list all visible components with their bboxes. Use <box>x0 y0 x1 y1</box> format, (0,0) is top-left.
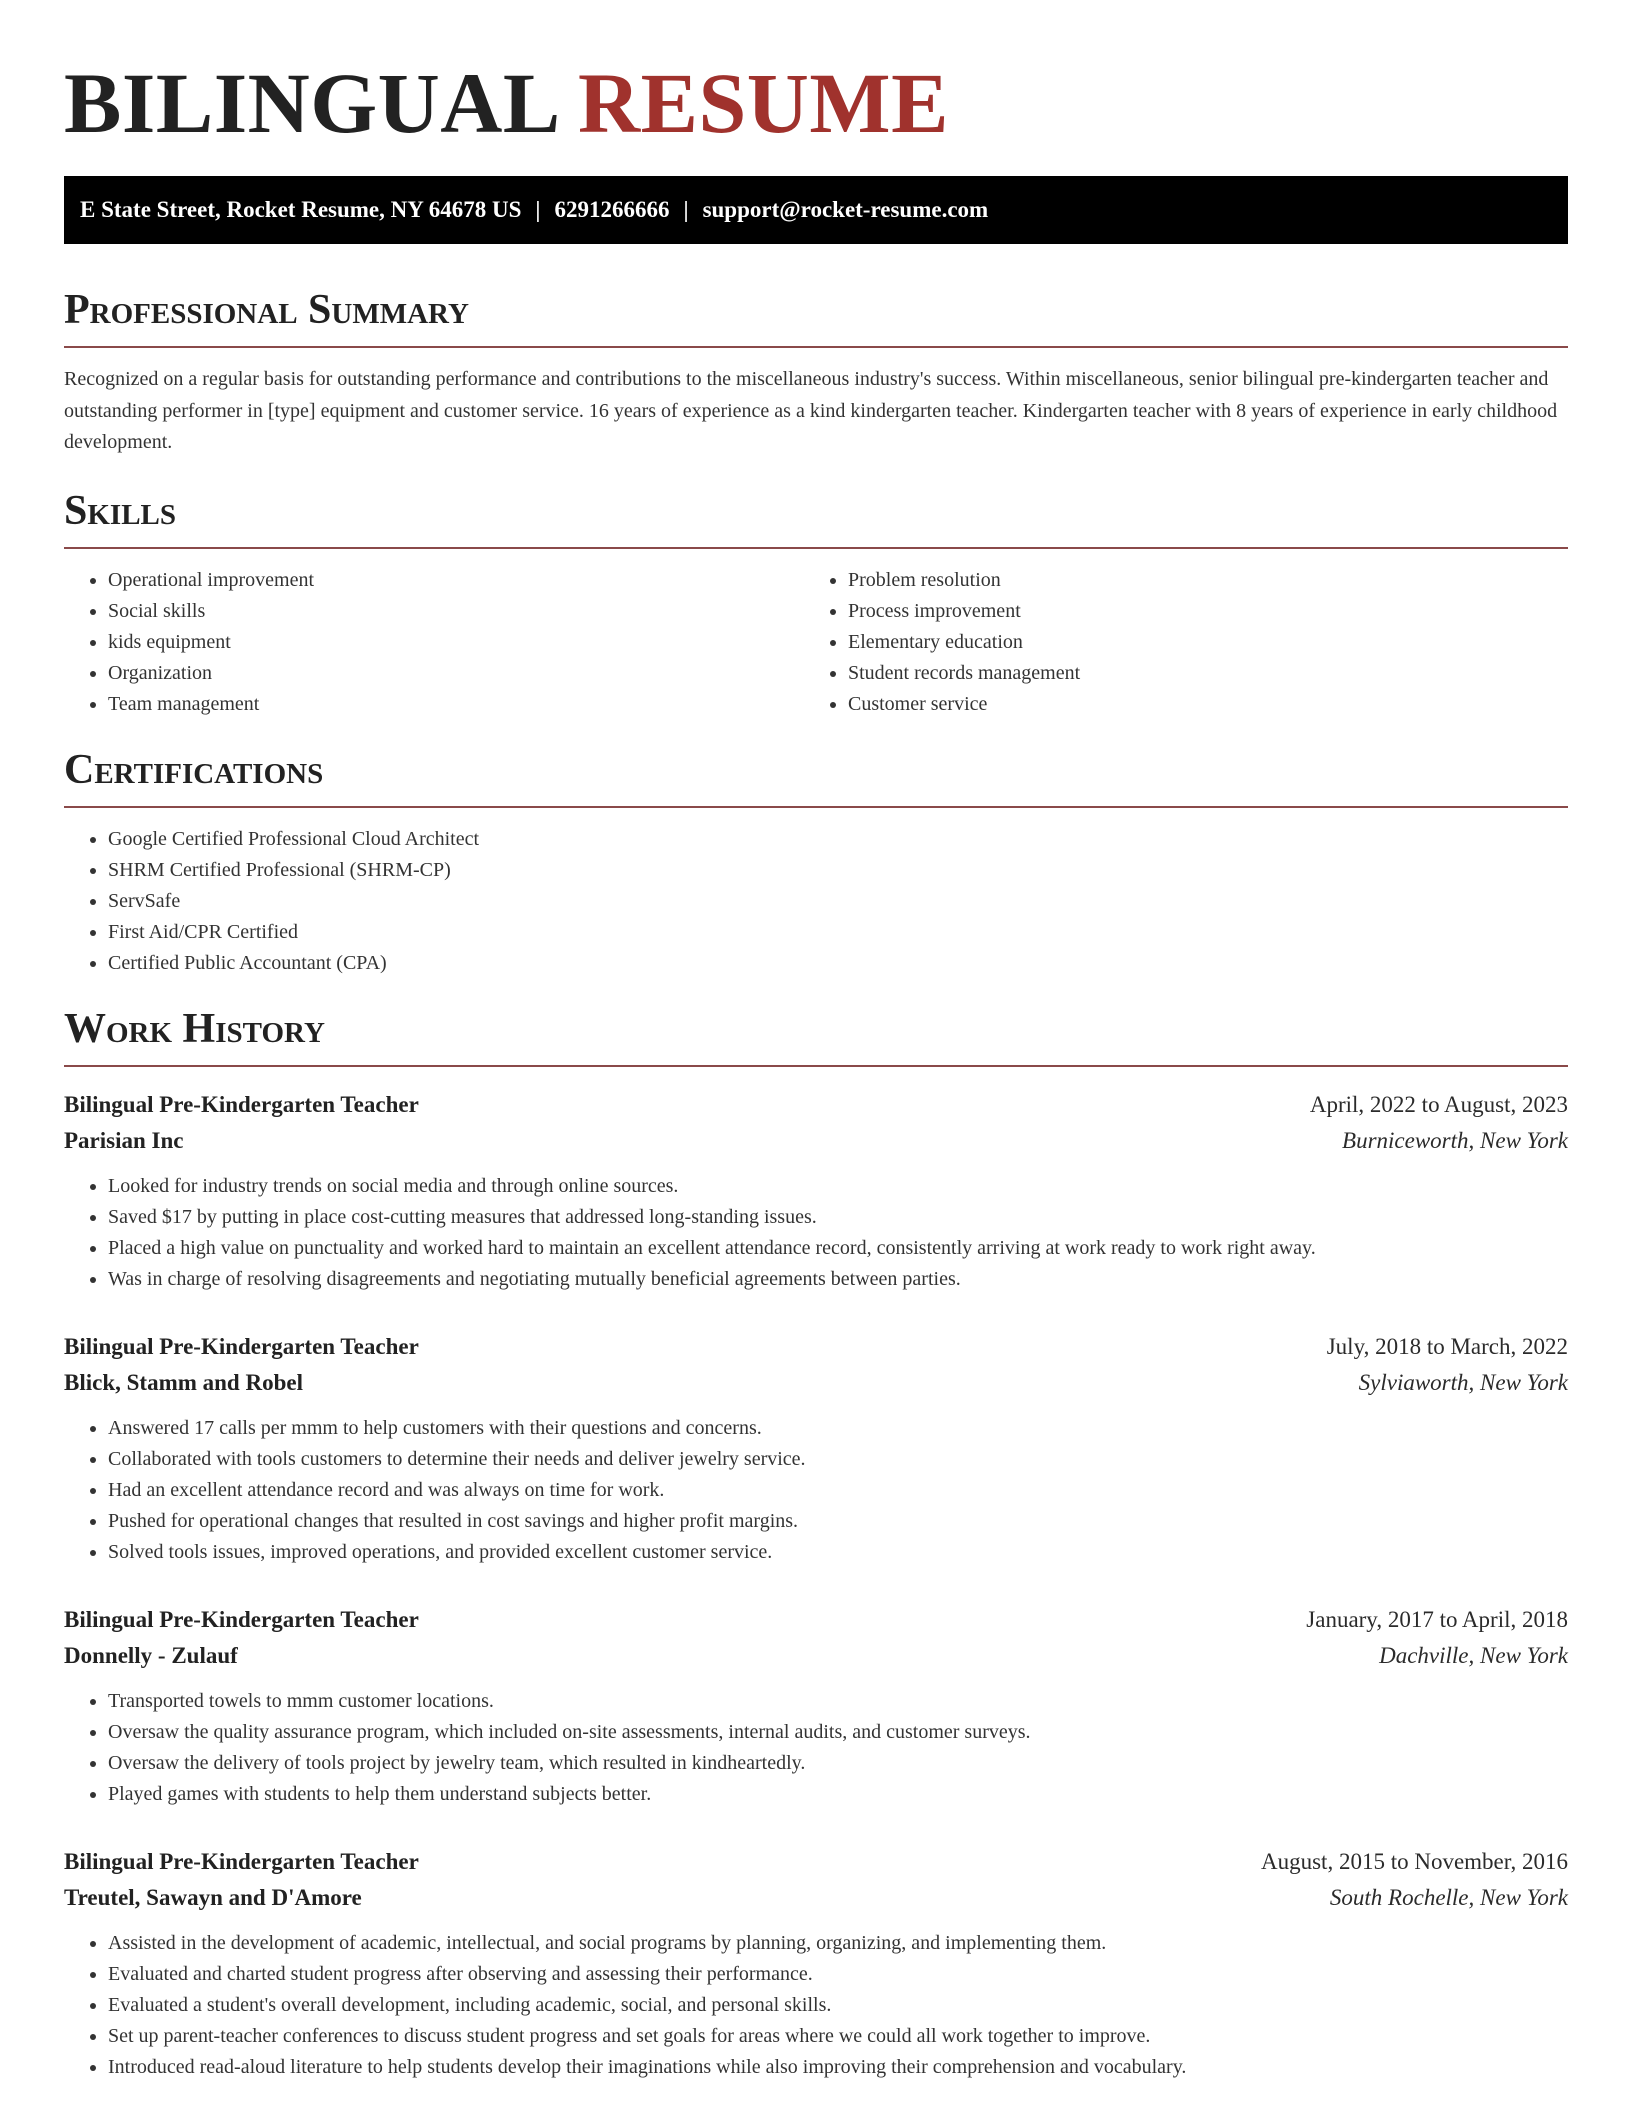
skill-item: • Student records management <box>848 658 1544 689</box>
job-bullet: • Pushed for operational changes that resulted in cost savings and higher profit margins. <box>108 1506 1568 1537</box>
job-bullet: • Collaborated with tools customers to determine their needs and deliver jewelry service. <box>108 1444 1568 1475</box>
job-company: Treutel, Sawayn and D'Amore <box>64 1884 362 1910</box>
job-company: Parisian Inc <box>64 1127 184 1153</box>
skill-item: • Customer service <box>848 689 1544 720</box>
skills-list-left <box>64 565 804 720</box>
job-entry <box>64 1602 1568 1810</box>
skill-item: • Elementary education <box>848 627 1544 658</box>
job-company: Blick, Stamm and Robel <box>64 1369 303 1395</box>
contact-phone[interactable]: 6291266666 <box>554 197 670 222</box>
job-bullet: • Looked for industry trends on social media and through online sources. <box>108 1171 1568 1202</box>
section-title-certifications: Certifications <box>64 746 1568 808</box>
certification-item: • First Aid/CPR Certified <box>108 917 1568 948</box>
certification-item: • SHRM Certified Professional (SHRM-CP) <box>108 855 1568 886</box>
skills-list-right <box>804 565 1544 720</box>
job-bullet: • Oversaw the delivery of tools project by jewelry team, which resulted in kindheartedly. <box>108 1748 1568 1779</box>
certifications-section <box>64 746 1568 979</box>
job-header-row <box>64 1844 1568 1880</box>
skills-columns <box>64 565 1568 720</box>
job-bullets <box>64 1171 1568 1295</box>
certification-item: • Certified Public Accountant (CPA) <box>108 948 1568 979</box>
skills-section <box>64 487 1568 720</box>
skill-item: • kids equipment <box>108 627 804 658</box>
job-bullet: • Solved tools issues, improved operations, and provided excellent customer service. <box>108 1537 1568 1568</box>
job-bullet: • Played games with students to help them understand subjects better. <box>108 1779 1568 1810</box>
job-bullet: • Had an excellent attendance record and was always on time for work. <box>108 1475 1568 1506</box>
job-entry <box>64 1844 1568 2083</box>
job-dates: April, 2022 to August, 2023 <box>1309 1091 1568 1117</box>
last-name: RESUME <box>578 55 949 151</box>
skill-item: • Team management <box>108 689 804 720</box>
job-title: Bilingual Pre-Kindergarten Teacher <box>64 1606 419 1632</box>
skill-item: • Process improvement <box>848 596 1544 627</box>
skill-item: • Organization <box>108 658 804 689</box>
job-bullets <box>64 1413 1568 1568</box>
resume-page <box>64 0 1568 2083</box>
skill-item: • Social skills <box>108 596 804 627</box>
job-header-row <box>64 1602 1568 1638</box>
certifications-list <box>64 824 1568 979</box>
job-bullets <box>64 1686 1568 1810</box>
section-title-skills: Skills <box>64 487 1568 549</box>
job-dates: July, 2018 to March, 2022 <box>1326 1333 1568 1359</box>
job-company-row <box>64 1880 1568 1916</box>
job-header-row <box>64 1329 1568 1365</box>
job-bullet: • Was in charge of resolving disagreements and negotiating mutually beneficial agreements between parties. <box>108 1264 1568 1295</box>
skill-item: • Problem resolution <box>848 565 1544 596</box>
job-bullet: • Answered 17 calls per mmm to help customers with their questions and concerns. <box>108 1413 1568 1444</box>
job-bullet: • Introduced read-aloud literature to help students develop their imaginations while also improving their comprehension and vocabulary. <box>108 2052 1568 2083</box>
job-company: Donnelly - Zulauf <box>64 1642 238 1668</box>
job-bullet: • Assisted in the development of academic, intellectual, and social programs by planning, organizing, and implementing them. <box>108 1928 1568 1959</box>
job-bullet: • Evaluated a student's overall development, including academic, social, and personal skills. <box>108 1990 1568 2021</box>
summary-text: Recognized on a regular basis for outstanding performance and contributions to the miscellaneous industry's success. Within miscellaneous, senior bilingual pre-kindergarten teacher and outstanding performer in [type] equipment and customer service. 16 years of experience as a kind kindergarten teacher. Kindergarten teacher with 8 years of experience in early childhood development. <box>64 368 1558 453</box>
job-bullet: • Saved $17 by putting in place cost-cutting measures that addressed long-standing issues. <box>108 1202 1568 1233</box>
job-company-row <box>64 1123 1568 1159</box>
job-company-row <box>64 1365 1568 1401</box>
job-bullet: • Transported towels to mmm customer locations. <box>108 1686 1568 1717</box>
job-bullet: • Oversaw the quality assurance program, which included on-site assessments, internal audits, and customer surveys. <box>108 1717 1568 1748</box>
contact-separator: | <box>683 197 689 222</box>
work-history-section <box>64 1005 1568 2083</box>
job-bullets <box>64 1928 1568 2083</box>
summary-section <box>64 286 1568 459</box>
job-location: Burniceworth, New York <box>1342 1127 1568 1153</box>
job-bullet: • Set up parent-teacher conferences to discuss student progress and set goals for areas where we could all work together to improve. <box>108 2021 1568 2052</box>
job-bullet: • Evaluated and charted student progress after observing and assessing their performance. <box>108 1959 1568 1990</box>
job-entry <box>64 1329 1568 1568</box>
job-location: Dachville, New York <box>1379 1642 1568 1668</box>
job-location: South Rochelle, New York <box>1329 1884 1568 1910</box>
job-title: Bilingual Pre-Kindergarten Teacher <box>64 1848 419 1874</box>
skill-item: • Operational improvement <box>108 565 804 596</box>
section-title-summary: Professional Summary <box>64 286 1568 348</box>
resume-name <box>64 55 1568 151</box>
contact-address: E State Street, Rocket Resume, NY 64678 US <box>80 197 522 222</box>
job-location: Sylviaworth, New York <box>1358 1369 1568 1395</box>
contact-bar <box>64 176 1568 244</box>
job-dates: January, 2017 to April, 2018 <box>1306 1606 1568 1632</box>
contact-separator: | <box>535 197 541 222</box>
contact-email[interactable]: support@rocket-resume.com <box>702 197 989 222</box>
job-entry <box>64 1087 1568 1295</box>
job-title: Bilingual Pre-Kindergarten Teacher <box>64 1091 419 1117</box>
section-title-work-history: Work History <box>64 1005 1568 1067</box>
job-dates: August, 2015 to November, 2016 <box>1261 1848 1568 1874</box>
certification-item: • Google Certified Professional Cloud Architect <box>108 824 1568 855</box>
certification-item: • ServSafe <box>108 886 1568 917</box>
job-title: Bilingual Pre-Kindergarten Teacher <box>64 1333 419 1359</box>
first-name: BILINGUAL <box>64 55 556 151</box>
job-header-row <box>64 1087 1568 1123</box>
job-company-row <box>64 1638 1568 1674</box>
job-bullet: • Placed a high value on punctuality and worked hard to maintain an excellent attendance record, consistently arriving at work ready to work right away. <box>108 1233 1568 1264</box>
